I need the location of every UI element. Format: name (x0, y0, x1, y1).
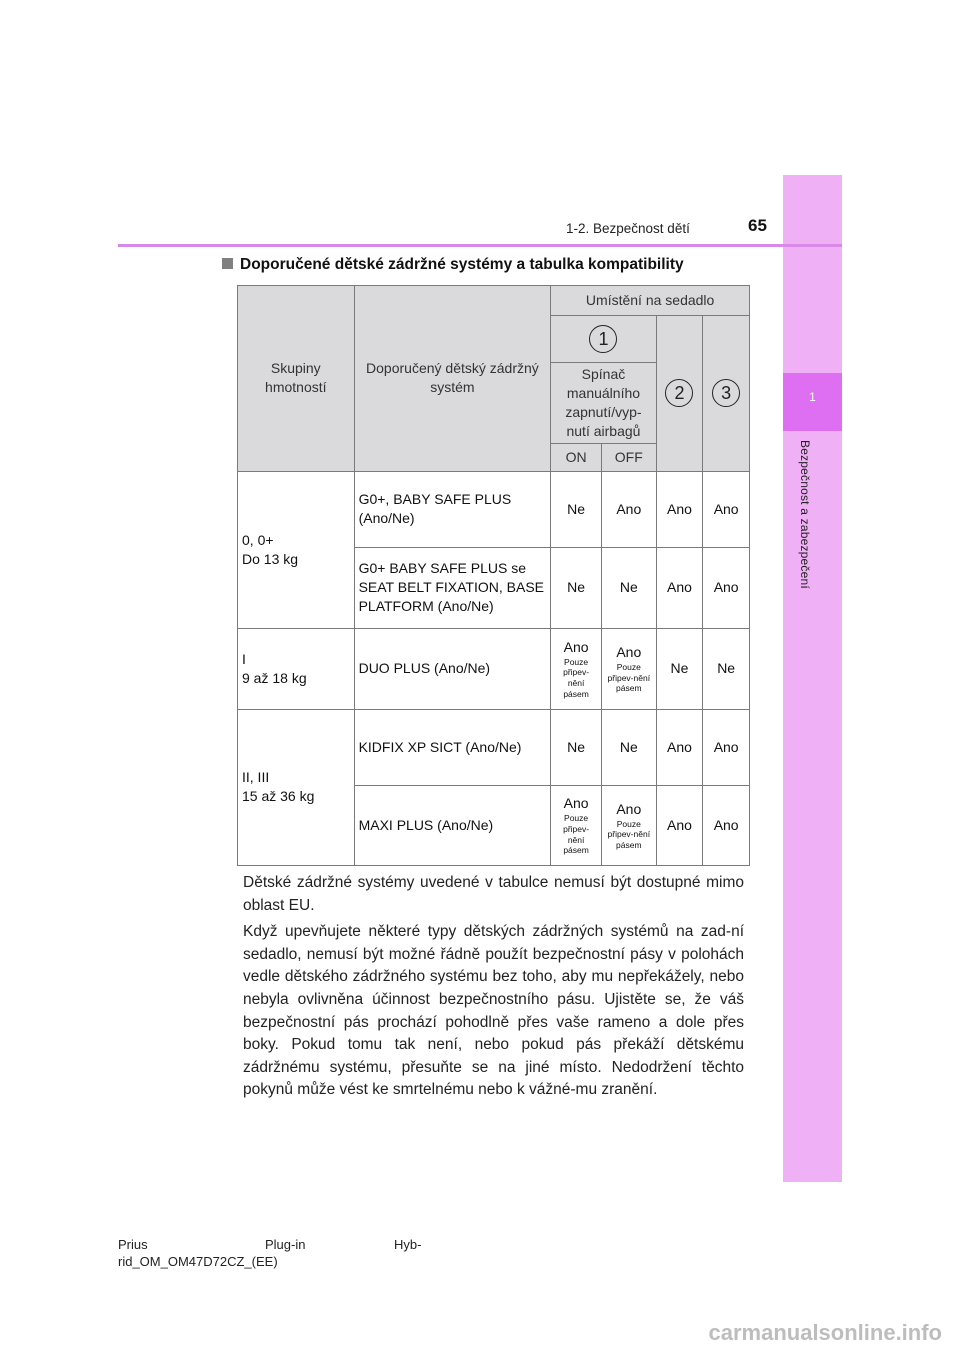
side-tab (783, 175, 842, 1182)
body-text (243, 872, 744, 1106)
system-cell: DUO PLUS (Ano/Ne) (354, 628, 551, 709)
value-seat-3: Ano (703, 785, 750, 865)
footer-plugin: Plug-in (265, 1237, 306, 1252)
seat-3-icon: 3 (712, 379, 740, 407)
value-off: Ne (601, 709, 656, 785)
value-off-text: Ano (616, 644, 642, 661)
group-label: II, III (242, 769, 270, 786)
value-on: Ne (551, 471, 602, 547)
paragraph-availability: Dětské zádržné systémy uvedené v tabulce nemusí být dostupné mimo oblast EU. (243, 874, 744, 914)
value-on: Ne (551, 709, 602, 785)
value-seat-2: Ano (656, 471, 703, 547)
value-off: Ano (601, 471, 656, 547)
value-seat-2: Ne (656, 628, 703, 709)
value-on-text: Ano (563, 638, 589, 655)
value-seat-3: Ano (703, 471, 750, 547)
system-cell: KIDFIX XP SICT (Ano/Ne) (354, 709, 551, 785)
compatibility-table (237, 285, 750, 866)
bullet-square-icon (222, 258, 233, 269)
table-row (238, 709, 750, 785)
group-cell (238, 628, 355, 709)
table-row (238, 628, 750, 709)
group-weight: 9 až 18 kg (242, 669, 307, 686)
table-row (238, 471, 750, 547)
system-cell: G0+, BABY SAFE PLUS (Ano/Ne) (354, 471, 551, 547)
value-off (601, 785, 656, 865)
header-on: ON (551, 443, 602, 471)
value-off-text: Ano (616, 800, 642, 817)
header-seat-position: Umístění na sedadlo (551, 286, 750, 316)
seat-1-icon: 1 (589, 325, 617, 353)
value-off (601, 628, 656, 709)
side-tab-number: 1 (809, 390, 816, 404)
section-title-text: Doporučené dětské zádržné systémy a tabulka kompatibility (240, 256, 684, 273)
paragraph-warning: Když upevňujete některé typy dětských zádržných systémů na zad-ní sedadlo, nemusí být možné řádně použít bezpečnostní pásy v polohách vedle dětského zádržného systému bez toho, aby mu nepřekážely, nebo nebyla ovlivněna účinnost bezpečnostního pásu. Ujistěte se, že váš bezpečnostní pás prochází pohodlně přes vaše rameno a dole přes boky. Pokud tomu tak není, nebo pokud pás překáží dětskému zádržnému systému, přesuňte se na jiné místo. Nedodržení těchto pokynů může vést ke smrtelnému nebo k vážné-mu zranění. (243, 923, 744, 1099)
header-weight-groups: Skupiny hmotností (238, 286, 355, 472)
value-seat-3: Ano (703, 547, 750, 628)
value-on-note: Pouze připev-nění pásem (563, 813, 590, 856)
value-seat-2: Ano (656, 785, 703, 865)
footer (118, 1236, 421, 1270)
seat-3-cell (703, 316, 750, 472)
footer-doc-id: rid_OM_OM47D72CZ_(EE) (118, 1254, 278, 1269)
value-on (551, 628, 602, 709)
value-seat-2: Ano (656, 709, 703, 785)
seat-2-cell (656, 316, 703, 472)
value-off-note: Pouze připev-nění pásem (607, 662, 651, 694)
value-seat-3: Ano (703, 709, 750, 785)
value-off: Ne (601, 547, 656, 628)
footer-model: Prius (118, 1237, 148, 1252)
value-seat-3: Ne (703, 628, 750, 709)
value-on (551, 785, 602, 865)
header-off: OFF (601, 443, 656, 471)
value-off-note: Pouze připev-nění pásem (607, 818, 651, 850)
header-divider (118, 244, 842, 247)
header-recommended-system: Doporučený dětský zádržný systém (354, 286, 551, 472)
page-number: 65 (748, 216, 767, 235)
section-title (222, 256, 684, 274)
watermark: carmanualsonline.info (708, 1320, 942, 1345)
airbag-switch-header: Spínač manuálního zapnutí/vyp-nutí airbagů (551, 363, 656, 444)
system-cell: G0+ BABY SAFE PLUS se SEAT BELT FIXATION, BASE PLATFORM (Ano/Ne) (354, 547, 551, 628)
header-section: 1-2. Bezpečnost dětí (566, 221, 690, 236)
seat-1-cell (551, 316, 656, 363)
system-cell: MAXI PLUS (Ano/Ne) (354, 785, 551, 865)
value-on-note: Pouze připev-nění pásem (563, 656, 590, 699)
value-seat-2: Ano (656, 547, 703, 628)
group-label: I (242, 650, 246, 667)
side-tab-label: Bezpečnost a zabezpečení (798, 440, 812, 589)
group-cell (238, 471, 355, 628)
value-on: Ne (551, 547, 602, 628)
group-cell (238, 709, 355, 865)
group-weight: 15 až 36 kg (242, 788, 315, 805)
seat-2-icon: 2 (665, 379, 693, 407)
footer-hybrid: Hyb- (394, 1237, 422, 1252)
group-weight: Do 13 kg (242, 550, 299, 567)
value-on-text: Ano (563, 795, 589, 812)
group-label: 0, 0+ (242, 531, 274, 548)
